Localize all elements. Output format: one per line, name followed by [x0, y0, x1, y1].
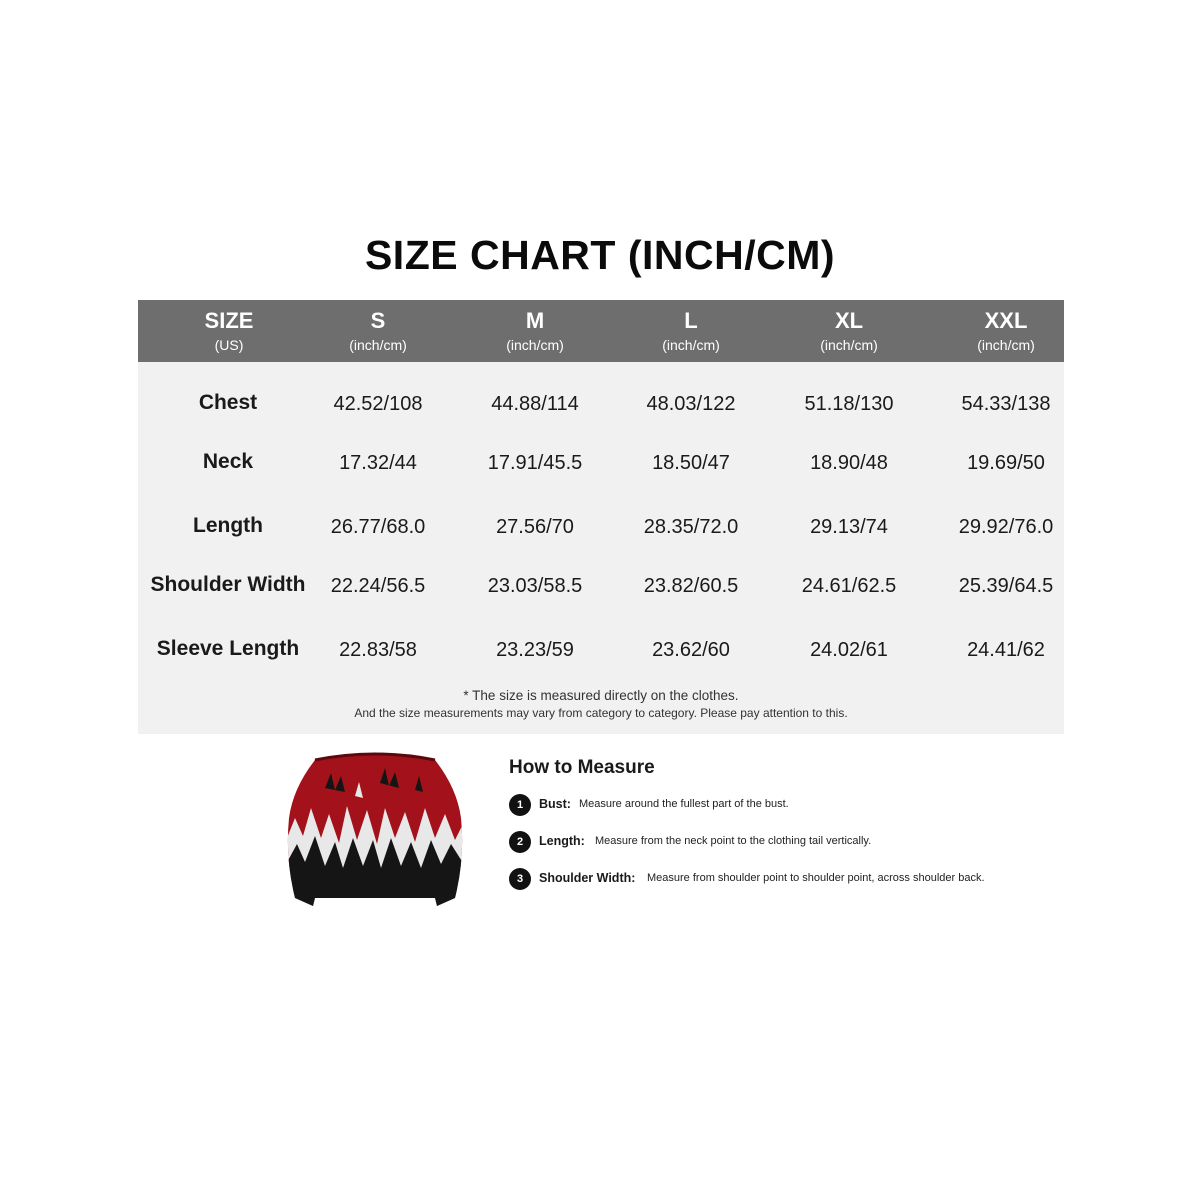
cell-neck-s: 17.32/44	[339, 452, 417, 474]
step-description: Measure around the fullest part of the bust.	[579, 798, 789, 810]
size-chart-title: SIZE CHART (INCH/CM)	[364, 232, 836, 278]
header-size-m: M	[525, 308, 545, 333]
header-col-xxl	[926, 300, 1086, 362]
cell-length-s: 26.77/68.0	[330, 516, 426, 538]
cell-sleeve-s: 22.83/58	[339, 639, 417, 661]
header-unit-m: (inch/cm)	[506, 337, 564, 353]
cell-chest-m: 44.88/114	[491, 393, 579, 415]
header-col-xl	[769, 300, 929, 362]
cell-shoulder-xl: 24.61/62.5	[801, 575, 897, 597]
cell-sleeve-xxl: 24.41/62	[967, 639, 1045, 661]
cell-length-m: 27.56/70	[496, 516, 574, 538]
cell-chest-xl: 51.18/130	[804, 393, 894, 415]
cell-chest-s: 42.52/108	[333, 393, 423, 415]
header-size-xl: XL	[834, 308, 864, 333]
size-chart-table	[138, 300, 1064, 734]
cell-chest-xxl: 54.33/138	[961, 393, 1051, 415]
measurement-note-1: * The size is measured directly on the clothes.	[463, 688, 739, 703]
measurement-note-2: And the size measurements may vary from category to category. Please pay attention to this.	[354, 706, 848, 720]
header-unit-s: (inch/cm)	[349, 337, 407, 353]
step-number-badge: 1	[509, 794, 531, 816]
step-label: Bust:	[539, 797, 571, 811]
cell-sleeve-l: 23.62/60	[652, 639, 730, 661]
step-number-badge: 2	[509, 831, 531, 853]
cell-neck-xxl: 19.69/50	[967, 452, 1045, 474]
header-unit-l: (inch/cm)	[662, 337, 720, 353]
header-size-sub: (US)	[214, 337, 244, 353]
step-label: Length:	[539, 834, 585, 848]
table-header	[138, 300, 1064, 362]
cell-sleeve-m: 23.23/59	[496, 639, 574, 661]
sweater-image	[285, 748, 465, 913]
cell-shoulder-m: 23.03/58.5	[487, 575, 583, 597]
header-size-s: S	[370, 308, 386, 333]
header-size-xxl: XXL	[984, 308, 1028, 333]
step-description: Measure from shoulder point to shoulder point, across shoulder back.	[647, 872, 985, 884]
step-description: Measure from the neck point to the clothing tail vertically.	[595, 835, 872, 847]
row-label-chest: Chest	[198, 391, 258, 414]
header-col-l	[611, 300, 771, 362]
header-size-cell	[146, 300, 312, 362]
row-label-shoulder-width: Shoulder Width	[150, 573, 306, 596]
cell-neck-m: 17.91/45.5	[487, 452, 583, 474]
cell-length-xl: 29.13/74	[810, 516, 888, 538]
header-col-s	[298, 300, 458, 362]
header-unit-xl: (inch/cm)	[820, 337, 878, 353]
how-to-measure-title: How to Measure	[509, 757, 655, 778]
row-label-length: Length	[193, 514, 263, 537]
row-label-neck: Neck	[202, 450, 254, 473]
cell-chest-l: 48.03/122	[646, 393, 736, 415]
header-unit-xxl: (inch/cm)	[977, 337, 1035, 353]
header-size-l: L	[684, 308, 698, 333]
header-col-m	[455, 300, 615, 362]
cell-neck-xl: 18.90/48	[810, 452, 888, 474]
step-label: Shoulder Width:	[539, 871, 636, 885]
cell-shoulder-s: 22.24/56.5	[330, 575, 426, 597]
cell-neck-l: 18.50/47	[652, 452, 730, 474]
cell-length-xxl: 29.92/76.0	[958, 516, 1054, 538]
cell-sleeve-xl: 24.02/61	[810, 639, 888, 661]
step-number-badge: 3	[509, 868, 531, 890]
header-size-label: SIZE	[204, 308, 254, 333]
row-label-sleeve-length: Sleeve Length	[156, 637, 300, 660]
cell-shoulder-l: 23.82/60.5	[643, 575, 739, 597]
cell-shoulder-xxl: 25.39/64.5	[958, 575, 1054, 597]
cell-length-l: 28.35/72.0	[643, 516, 739, 538]
